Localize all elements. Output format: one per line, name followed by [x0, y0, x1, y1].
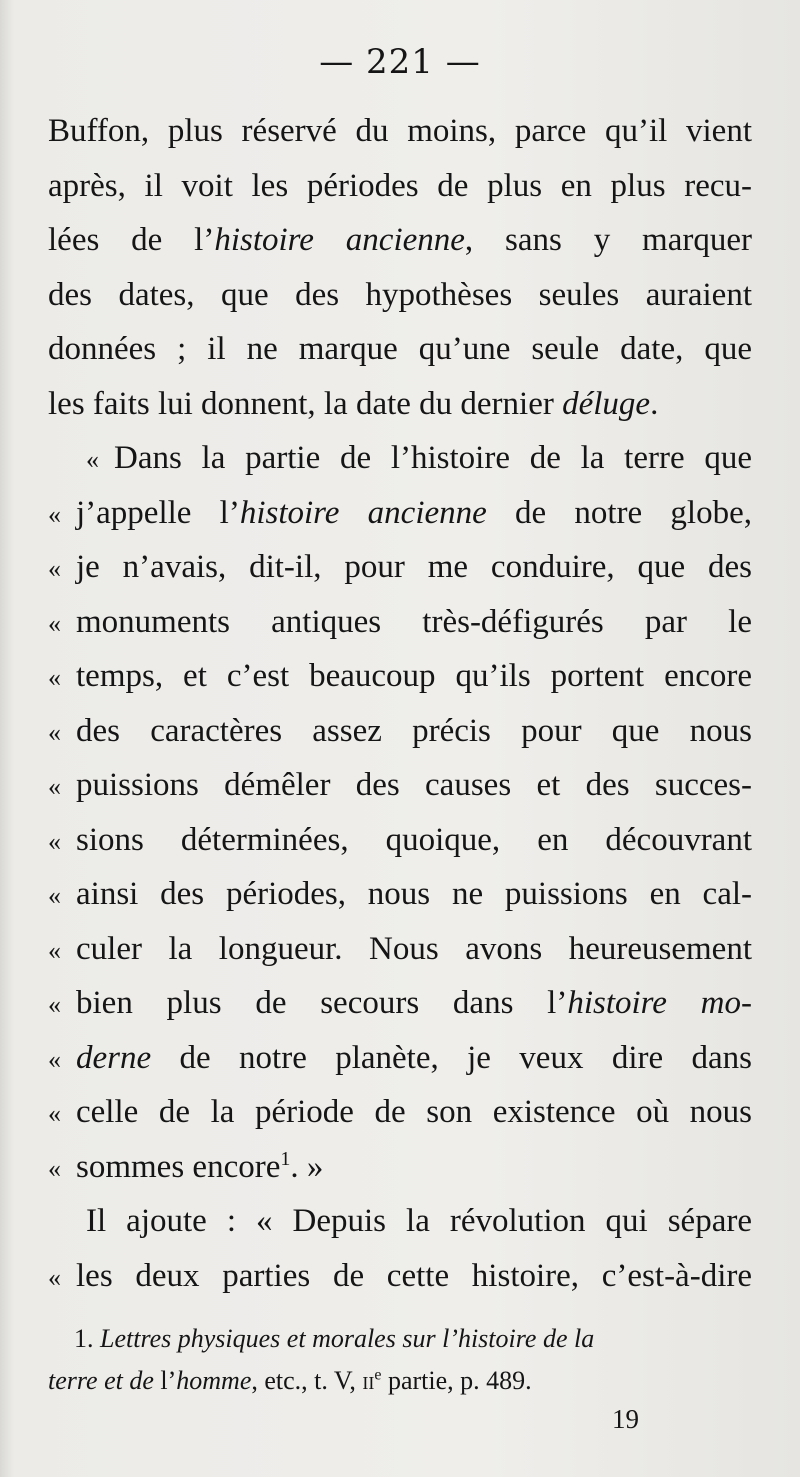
quote-mark: «	[48, 772, 61, 801]
quote-mark: «	[86, 445, 99, 474]
text-line: lées de l’histoire ancienne, sans y marquer	[48, 222, 752, 258]
quote-mark: «	[48, 1099, 61, 1128]
quote-line: « les deux parties de cette histoire, c’est-à-dire	[48, 1249, 752, 1304]
quote-mark: «	[48, 935, 61, 965]
quote-line: « Dans la partie de l’histoire de la terre que	[48, 431, 752, 486]
quote-line: « monuments antiques très-défigurés par le	[48, 595, 752, 650]
quote-mark: «	[48, 663, 61, 692]
quote-mark: «	[48, 990, 61, 1019]
quote-line: « puissions démêler des causes et des succes-	[48, 758, 752, 813]
quote-mark: «	[48, 608, 61, 638]
footnote-line: 1. Lettres physiques et morales sur l’histoire de la	[74, 1324, 595, 1353]
signature-mark: 19	[612, 1404, 639, 1434]
footnote-line: terre et de l’homme, etc., t. V, $ii^e$ partie, p. 489.	[48, 1366, 532, 1395]
quote-line: « je n’avais, dit-il, pour me conduire, que des	[48, 540, 752, 595]
quote-line: « ainsi des périodes, nous ne puissions en cal-	[48, 867, 752, 922]
quote-line: « celle de la période de son existence où nous	[48, 1085, 752, 1140]
footnote-ref: 1	[280, 1147, 291, 1170]
quote-line: « derne de notre planète, je veux dire dans	[48, 1031, 752, 1086]
quote-mark: «	[48, 554, 61, 583]
quote-line: « sommes encore$^1$. »	[48, 1140, 752, 1195]
footnote	[48, 1318, 752, 1402]
quote-mark: «	[48, 1044, 61, 1074]
text-line: les faits lui donnent, la date du dernier déluge.	[48, 385, 659, 422]
quote-line: « temps, et c’est beaucoup qu’ils portent encore	[48, 649, 752, 704]
quote-line: « sions déterminées, quoique, en découvrant	[48, 813, 752, 868]
quote-line: « culer la longueur. Nous avons heureusement	[48, 922, 752, 977]
quote-mark: «	[48, 499, 61, 529]
text-line: Buffon, plus réservé du moins, parce qu’il vient	[48, 113, 752, 149]
quote-mark: «	[48, 826, 61, 856]
quote-mark: «	[48, 1262, 61, 1292]
page-number: — 221 —	[319, 42, 481, 82]
text-line: après, il voit les périodes de plus en plus recu-	[48, 167, 752, 204]
quote-mark: «	[48, 1153, 61, 1183]
text-line: des dates, que des hypothèses seules auraient	[48, 276, 752, 313]
text-line: données ; il ne marque qu’une seule date, que	[48, 331, 752, 367]
quote-mark: «	[48, 717, 61, 747]
quote-line: « bien plus de secours dans l’histoire mo-	[48, 976, 752, 1031]
quote-line: « des caractères assez précis pour que nous	[48, 704, 752, 759]
text-line: Il ajoute : « Depuis la révolution qui sépare	[86, 1203, 752, 1239]
body-text	[48, 104, 752, 1303]
quote-mark: «	[48, 881, 61, 910]
quote-line: « j’appelle l’histoire ancienne de notre globe,	[48, 486, 752, 541]
